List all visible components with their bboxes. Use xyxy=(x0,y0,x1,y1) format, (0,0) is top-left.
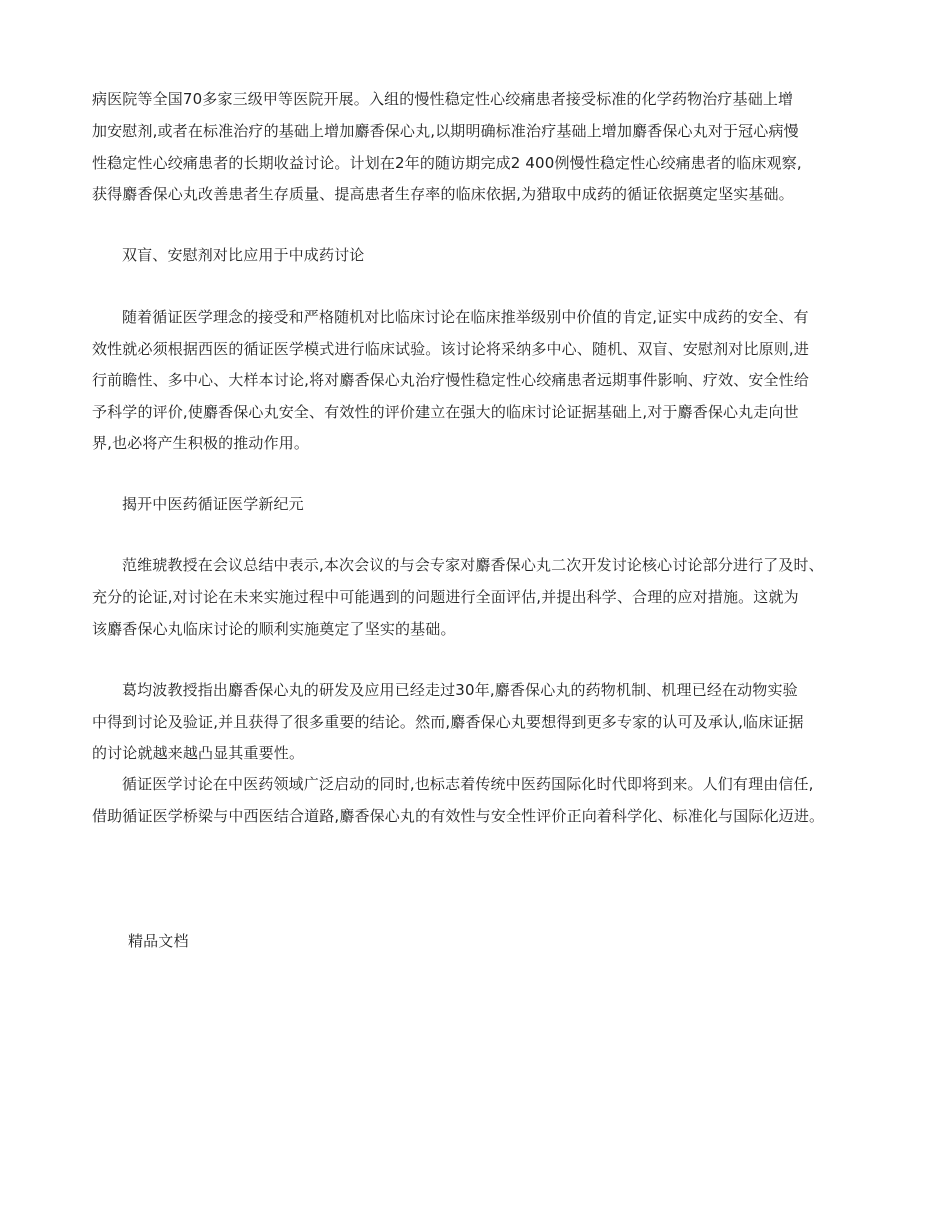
paragraph-line: 界,也必将产生积极的推动作用。 xyxy=(92,434,310,452)
paragraph-line: 范维琥教授在会议总结中表示,本次会议的与会专家对麝香保心丸二次开发讨论核心讨论部分进行了及时、 xyxy=(122,556,824,574)
section-heading: 双盲、安慰剂对比应用于中成药讨论 xyxy=(122,246,365,264)
paragraph-line: 效性就必须根据西医的循证医学模式进行临床试验。该讨论将采纳多中心、随机、双盲、安慰剂对比原则,进 xyxy=(92,340,809,358)
footer-text: 精品文档 xyxy=(128,932,189,950)
paragraph-line: 充分的论证,对讨论在未来实施过程中可能遇到的问题进行全面评估,并提出科学、合理的应对措施。这就为 xyxy=(92,588,799,606)
section-heading: 揭开中医药循证医学新纪元 xyxy=(122,495,304,513)
paragraph-line: 性稳定性心绞痛患者的长期收益讨论。计划在2年的随访期完成2 400例慢性稳定性心绞痛患者的临床观察, xyxy=(92,154,802,172)
paragraph-line: 获得麝香保心丸改善患者生存质量、提高患者生存率的临床依据,为猎取中成药的循证依据奠定坚实基础。 xyxy=(92,185,794,203)
paragraph-line: 借助循证医学桥梁与中西医结合道路,麝香保心丸的有效性与安全性评价正向着科学化、标准化与国际化迈进。 xyxy=(92,807,825,825)
paragraph-line: 予科学的评价,使麝香保心丸安全、有效性的评价建立在强大的临床讨论证据基础上,对于麝香保心丸走向世 xyxy=(92,403,799,421)
paragraph-line: 随着循证医学理念的接受和严格随机对比临床讨论在临床推举级别中价值的肯定,证实中成药的安全、有 xyxy=(122,308,809,326)
paragraph-line: 病医院等全国70多家三级甲等医院开展。入组的慢性稳定性心绞痛患者接受标准的化学药物治疗基础上增 xyxy=(92,90,794,108)
paragraph-line: 循证医学讨论在中医药领域广泛启动的同时,也标志着传统中医药国际化时代即将到来。人们有理由信任, xyxy=(122,775,814,793)
paragraph-line: 行前瞻性、多中心、大样本讨论,将对麝香保心丸治疗慢性稳定性心绞痛患者远期事件影响、疗效、安全性给 xyxy=(92,371,809,389)
paragraph-line: 该麝香保心丸临床讨论的顺利实施奠定了坚实的基础。 xyxy=(92,620,456,638)
paragraph-line: 中得到讨论及验证,并且获得了很多重要的结论。然而,麝香保心丸要想得到更多专家的认可及承认,临床证据 xyxy=(92,713,804,731)
paragraph-line: 葛均波教授指出麝香保心丸的研发及应用已经走过30年,麝香保心丸的药物机制、机理已经在动物实验 xyxy=(122,681,798,699)
paragraph-line: 的讨论就越来越凸显其重要性。 xyxy=(92,744,305,762)
paragraph-line: 加安慰剂,或者在标准治疗的基础上增加麝香保心丸,以期明确标准治疗基础上增加麝香保心丸对于冠心病慢 xyxy=(92,122,799,140)
